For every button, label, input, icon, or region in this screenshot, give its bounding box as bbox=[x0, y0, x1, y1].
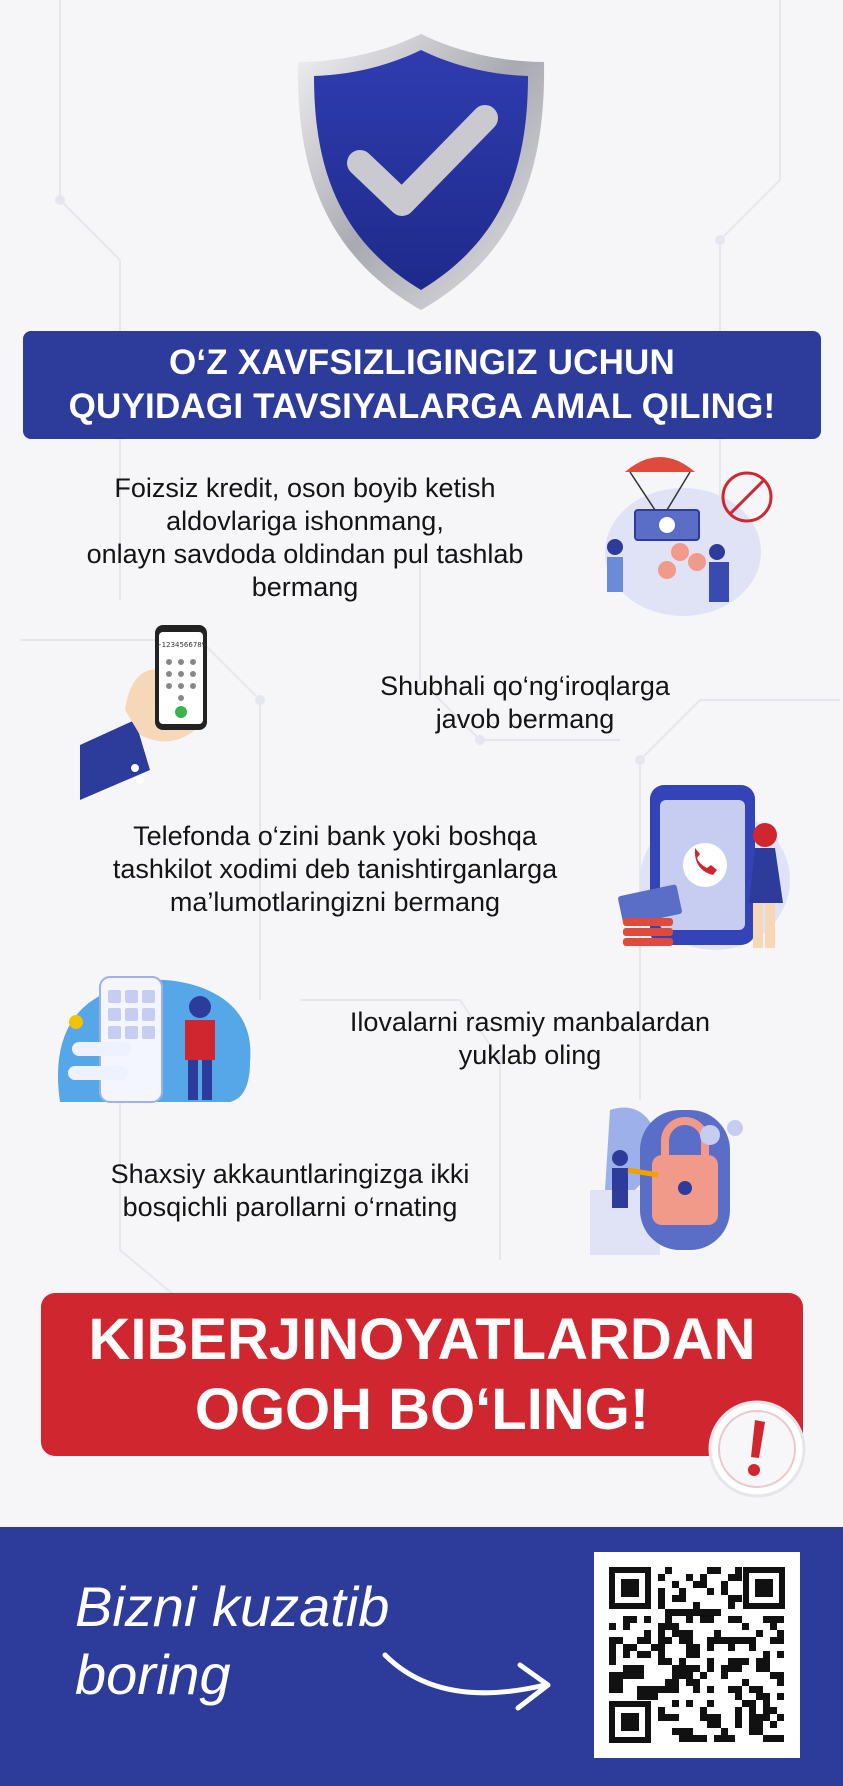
phone-dial-icon bbox=[80, 620, 220, 800]
warning-line-2: OGOH BO‘LING! bbox=[194, 1376, 650, 1442]
arrow-right-icon bbox=[380, 1640, 560, 1720]
money-parachute-icon bbox=[585, 452, 785, 620]
warning-banner bbox=[41, 1293, 803, 1456]
app-store-icon bbox=[50, 962, 265, 1107]
follow-us-text: Bizni kuzatib boring bbox=[75, 1575, 390, 1706]
title-banner bbox=[23, 331, 821, 439]
tip-1-text: Foizsiz kredit, oson boyib ketish aldovlariga ishonmang, onlayn savdoda oldindan pul tashlab bermang bbox=[86, 473, 524, 602]
shield-check-icon bbox=[290, 28, 552, 313]
tip-3-text: Telefonda o‘zini bank yoki boshqa tashkilot xodimi deb tanishtirganlarga ma’lumotlaringizni bermang bbox=[112, 821, 558, 917]
exclamation-badge-icon bbox=[703, 1398, 811, 1500]
warning-line-1: KIBERJINOYATLARDAN bbox=[88, 1306, 756, 1372]
banner-line-1: O‘Z XAVFSIZLIGINGIZ UCHUN bbox=[168, 343, 675, 382]
padlock-key-icon bbox=[590, 1100, 760, 1260]
banner-line-2: QUYIDAGI TAVSIYALARGA AMAL QILING! bbox=[68, 387, 776, 426]
tip-2-text: Shubhali qo‘ng‘iroqlarga javob bermang bbox=[380, 671, 670, 734]
qr-code[interactable] bbox=[594, 1552, 800, 1758]
tip-5-text: Shaxsiy akkauntlaringizga ikki bosqichli parollarni o‘rnating bbox=[110, 1159, 470, 1222]
tip-4-text: Ilovalarni rasmiy manbalardan yuklab oling bbox=[349, 1007, 711, 1070]
svg-text:+1234566789: +1234566789 bbox=[155, 641, 207, 649]
bank-call-icon bbox=[615, 780, 800, 960]
